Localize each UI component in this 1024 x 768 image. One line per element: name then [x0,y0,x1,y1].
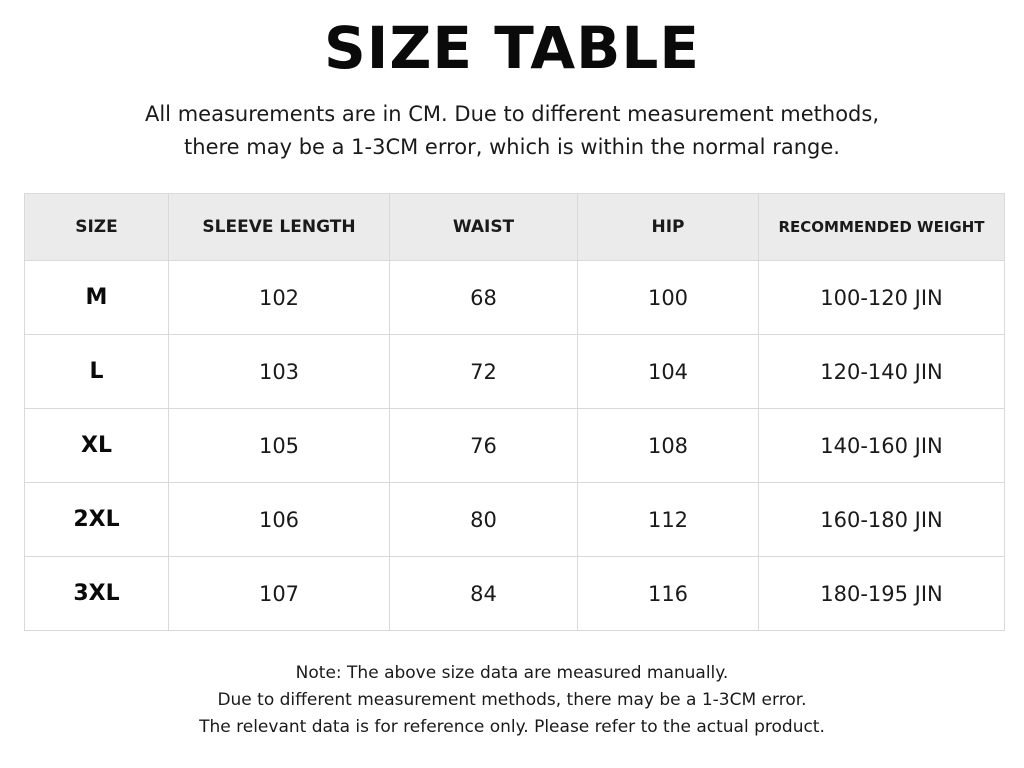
header-hip: HIP [578,194,759,261]
size-table [24,193,1005,631]
table-row [25,261,1005,335]
waist-cell: 76 [390,409,578,483]
hip-cell: 112 [578,483,759,557]
waist-cell: 72 [390,335,578,409]
header-waist: WAIST [390,194,578,261]
header-row [25,194,1005,261]
table-header [25,194,1005,261]
page-title: SIZE TABLE [324,14,700,82]
recommended-weight-cell: 120-140 JIN [759,335,1005,409]
sleeve-length-cell: 107 [169,557,390,631]
waist-cell: 84 [390,557,578,631]
recommended-weight-cell: 100-120 JIN [759,261,1005,335]
hip-cell: 108 [578,409,759,483]
size-cell: 3XL [25,557,169,631]
subtitle-line-1: All measurements are in CM. Due to different measurement methods, [144,102,879,126]
sleeve-length-cell: 103 [169,335,390,409]
size-cell: 2XL [25,483,169,557]
table-row [25,335,1005,409]
note-line-2: Due to different measurement methods, there may be a 1-3CM error. [217,690,807,710]
table-row [25,409,1005,483]
size-cell: XL [25,409,169,483]
sleeve-length-cell: 102 [169,261,390,335]
recommended-weight-cell: 180-195 JIN [759,557,1005,631]
recommended-weight-cell: 140-160 JIN [759,409,1005,483]
sleeve-length-cell: 106 [169,483,390,557]
sleeve-length-cell: 105 [169,409,390,483]
header-size: SIZE [25,194,169,261]
note-line-1: Note: The above size data are measured manually. [295,663,729,683]
table-row [25,483,1005,557]
hip-cell: 116 [578,557,759,631]
recommended-weight-cell: 160-180 JIN [759,483,1005,557]
table-row [25,557,1005,631]
hip-cell: 100 [578,261,759,335]
header-recommended-weight: RECOMMENDED WEIGHT [759,194,1005,261]
size-cell: M [25,261,169,335]
table-body [25,261,1005,631]
waist-cell: 80 [390,483,578,557]
size-cell: L [25,335,169,409]
header-sleeve-length: SLEEVE LENGTH [169,194,390,261]
waist-cell: 68 [390,261,578,335]
hip-cell: 104 [578,335,759,409]
note-line-3: The relevant data is for reference only. Please refer to the actual product. [199,717,825,737]
subtitle-line-2: there may be a 1-3CM error, which is within the normal range. [184,135,840,159]
